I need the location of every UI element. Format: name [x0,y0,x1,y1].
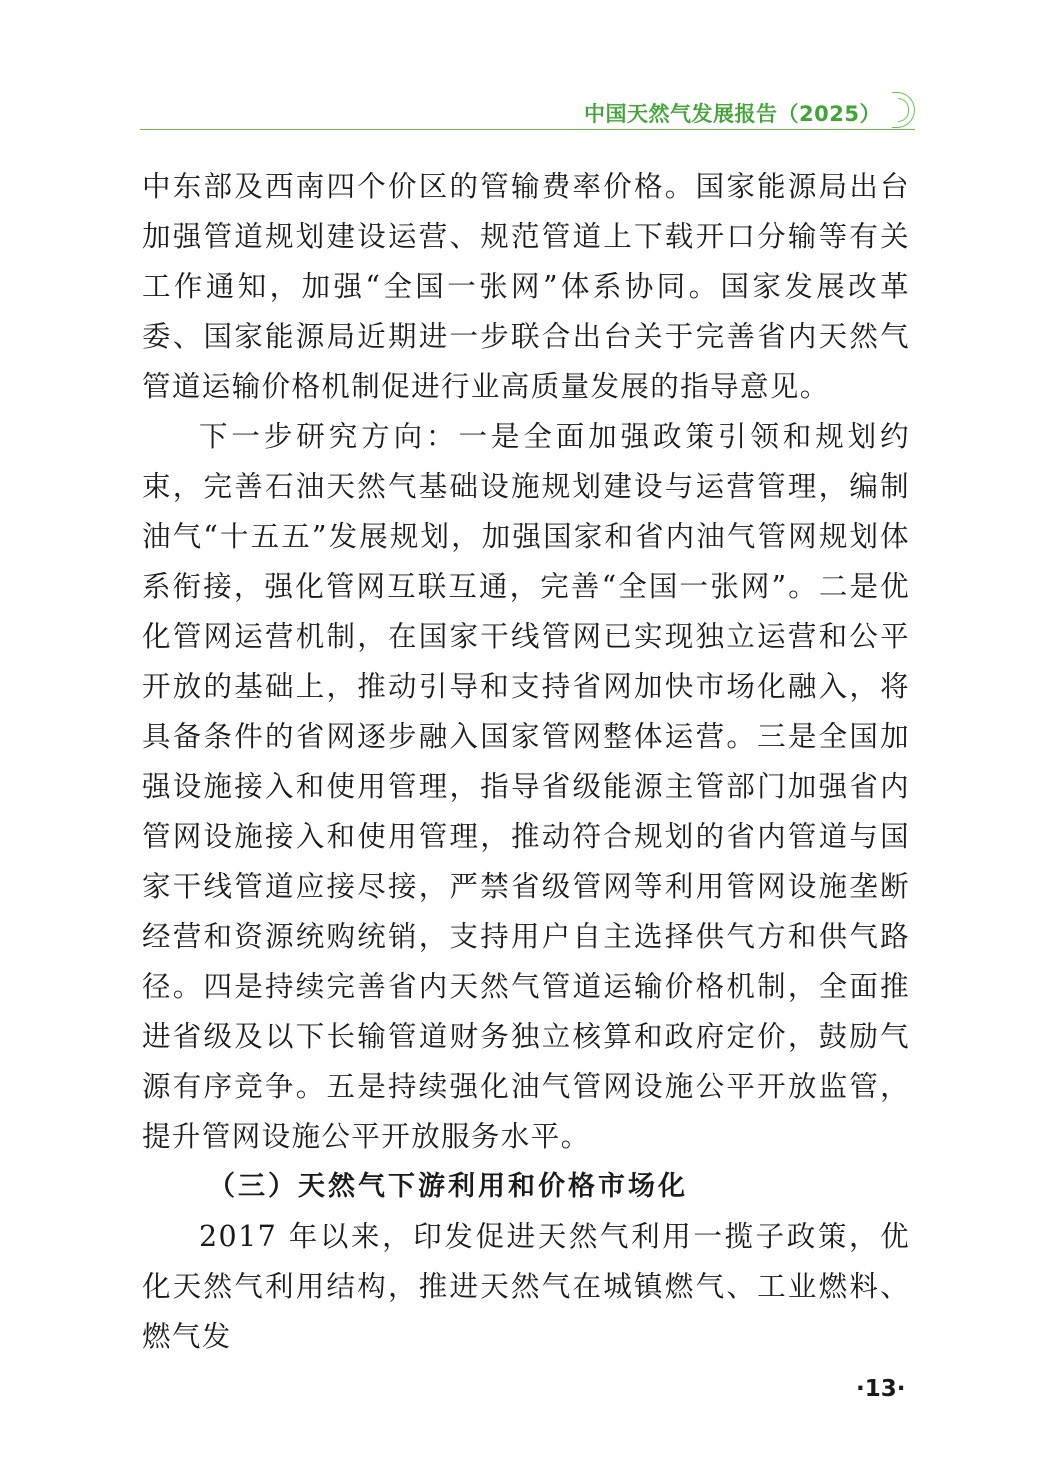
paragraph-continued: 中东部及西南四个价区的管输费率价格。国家能源局出台加强管道规划建设运营、规范管道上下载开口分输等有关工作通知，加强“全国一张网”体系协同。国家发展改革委、国家能源局近期进一步联合出台关于完善省内天然气管道运输价格机制促进行业高质量发展的指导意见。 [142,170,910,403]
paragraph-downstream: 2017 年以来，印发促进天然气利用一揽子政策，优化天然气利用结构，推进天然气在城镇燃气、工业燃料、燃气发 [142,1220,910,1353]
report-title: 中国天然气发展报告（2025） [584,102,881,126]
page-number: ·13· [856,1376,906,1402]
running-header [140,88,915,132]
section-heading: （三）天然气下游利用和价格市场化 [208,1171,688,1202]
header-rule [140,129,915,130]
paragraph-next-steps: 下一步研究方向：一是全面加强政策引领和规划约束，完善石油天然气基础设施规划建设与运营管理，编制油气“十五五”发展规划，加强国家和省内油气管网规划体系衔接，强化管网互联互通，完善“全国一张网”。二是优化管网运营机制，在国家干线管网已实现独立运营和公平开放的基础上，推动引导和支持省网加快市场化融入，将具备条件的省网逐步融入国家管网整体运营。三是全国加强设施接入和使用管理，指导省级能源主管部门加强省内管网设施接入和使用管理，推动符合规划的省内管道与国家干线管道应接尽接，严禁省级管网等利用管网设施垄断经营和资源统购统销，支持用户自主选择供气方和供气路径。四是持续完善省内天然气管道运输价格机制，全面推进省级及以下长输管道财务独立核算和政府定价，鼓励气源有序竞争。五是持续强化油气管网设施公平开放监管，提升管网设施公平开放服务水平。 [142,420,910,1153]
page-body [142,162,910,1362]
